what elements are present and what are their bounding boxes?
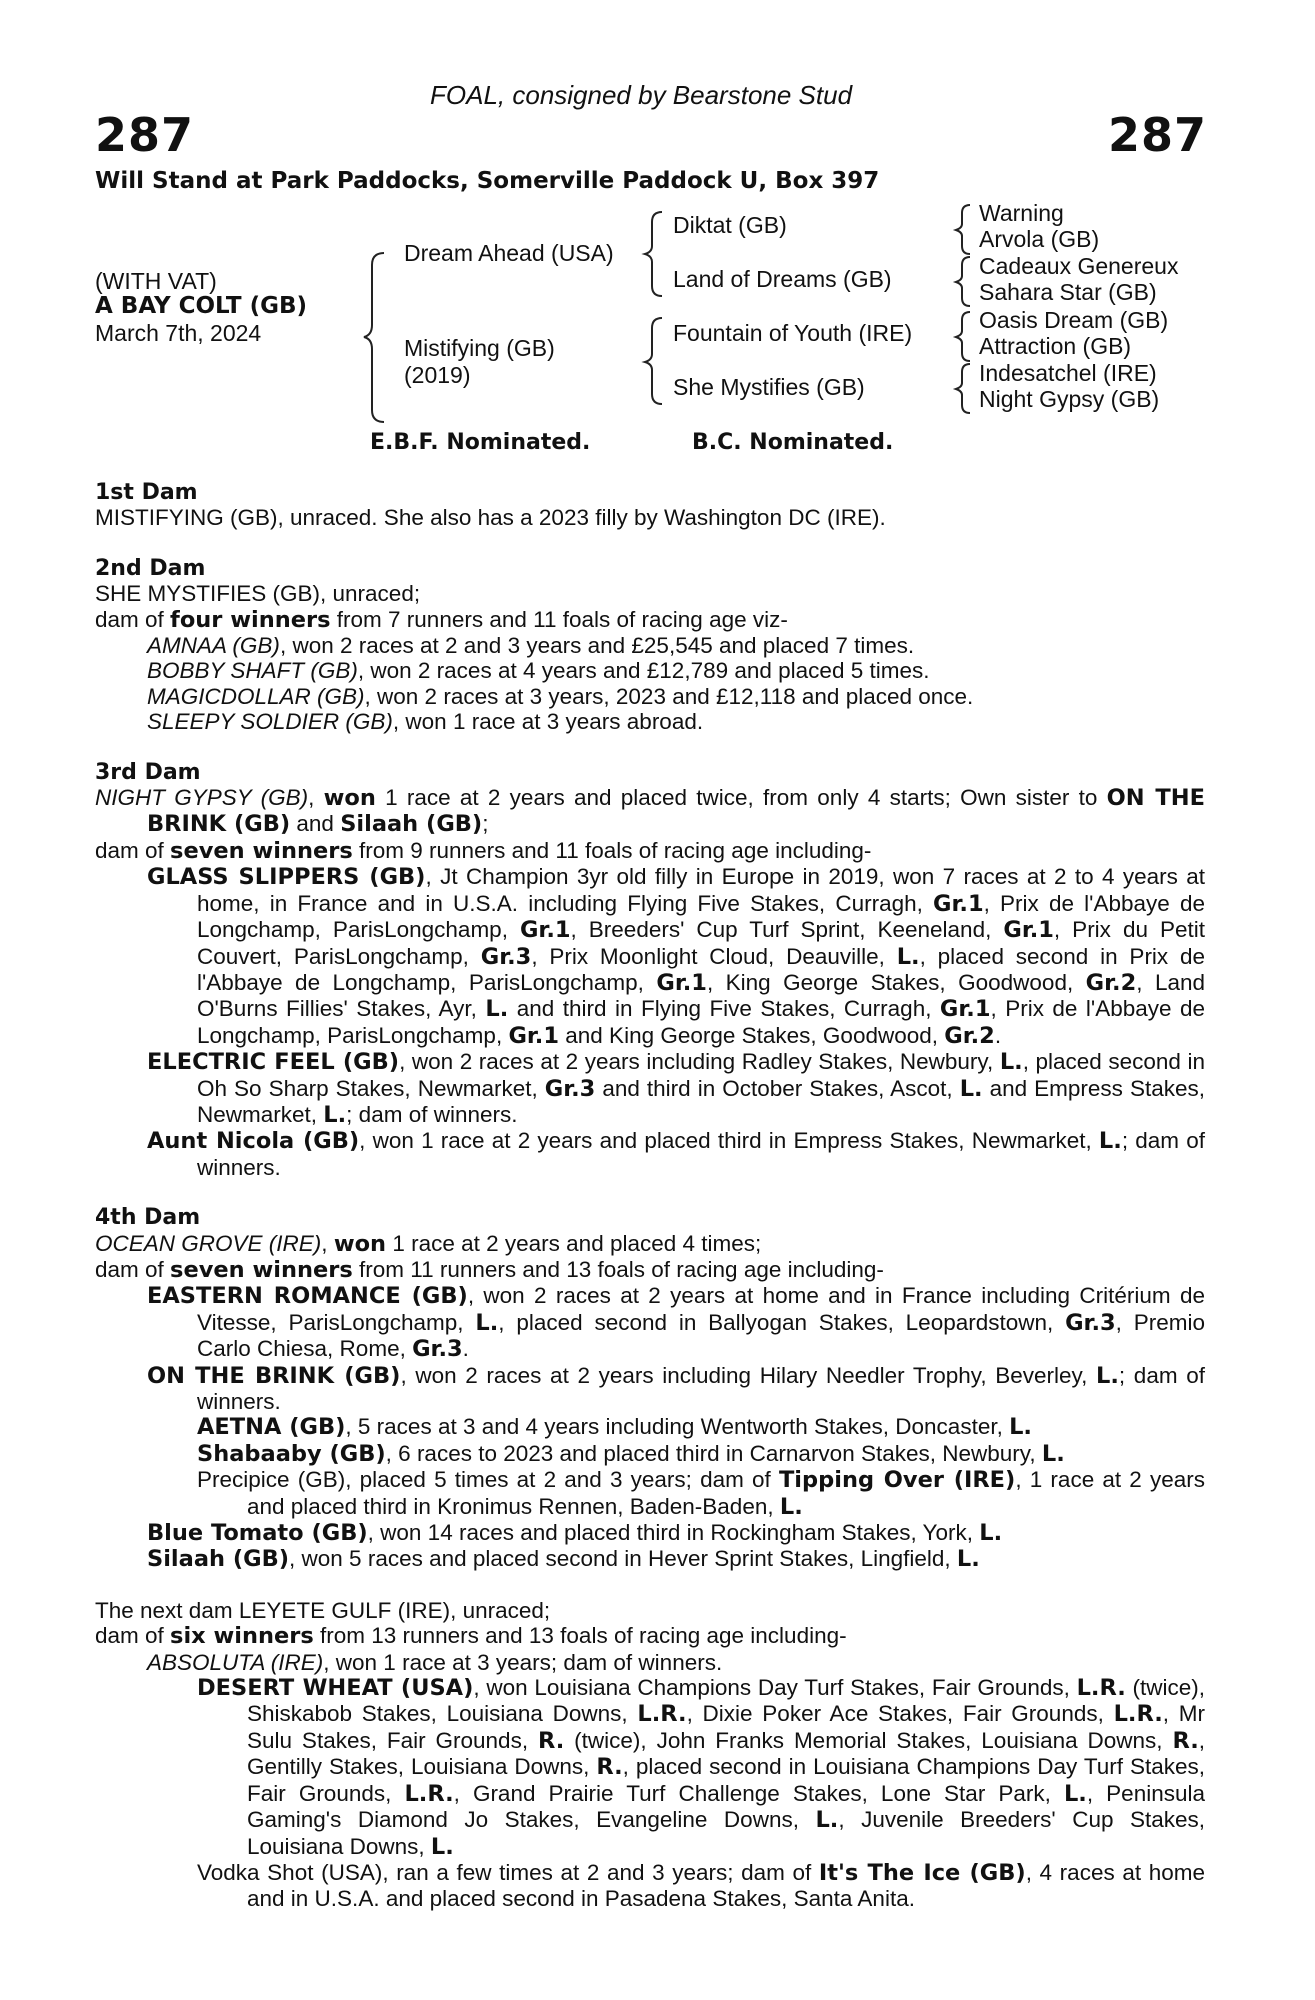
race-text: , Grand Prairie Turf Challenge Stakes, Lone Star Park, xyxy=(453,1780,1064,1806)
race-grade: L. xyxy=(1041,1440,1065,1467)
stand-location: Will Stand at Park Paddocks, Somerville Paddock U, Box 397 xyxy=(95,168,880,194)
progeny-entry: ON THE BRINK (GB), won 2 races at 2 years including Hilary Needler Trophy, Beverley, L.; dam of winners. xyxy=(147,1362,1205,1414)
main-brace xyxy=(364,253,384,422)
race-grade: Gr.2 xyxy=(1085,969,1137,996)
race-text: and third in October Stakes, Ascot, xyxy=(595,1075,960,1101)
race-grade: Gr.3 xyxy=(412,1336,463,1363)
consignment-line: FOAL, consigned by Bearstone Stud xyxy=(430,80,853,110)
third-dam-summary: dam of seven winners from 9 runners and 11 foals of racing age including- xyxy=(95,837,872,864)
race-grade: L. xyxy=(959,1075,983,1102)
next-dam-summary: dam of six winners from 13 runners and 13 foals of racing age including- xyxy=(95,1623,847,1650)
dam-foaling-year: (2019) xyxy=(404,362,471,388)
race-grade: L. xyxy=(815,1807,839,1834)
race-text: , placed second in Prix de l'Abbaye de Longchamp, ParisLongchamp, xyxy=(197,943,1206,995)
race-text: , won 5 races and placed second in Hever Sprint Stakes, Lingfield, xyxy=(289,1546,957,1572)
lot-number-left: 287 xyxy=(95,108,195,162)
progeny-entry: ABSOLUTA (IRE), won 1 race at 3 years; dam of winners. xyxy=(147,1649,723,1675)
race-text: , 5 races at 3 and 4 years including Wentworth Stakes, Doncaster, xyxy=(345,1414,1010,1440)
race-text: (twice), Shiskabob Stakes, Louisiana Downs, xyxy=(247,1675,1205,1727)
race-text: , Premio Carlo Chiesa, Rome, xyxy=(197,1309,1205,1362)
race-text: (twice), John Franks Memorial Stakes, Louisiana Downs, xyxy=(564,1727,1173,1753)
grand-progeny-entry: Shabaaby (GB), 6 races to 2023 and placed third in Carnarvon Stakes, Newbury, L. xyxy=(197,1440,1065,1467)
progeny-entry: Aunt Nicola (GB), won 1 race at 2 years and placed third in Empress Stakes, Newmarket, L.; dam of winners. xyxy=(147,1128,1205,1180)
race-text: , placed second in Louisiana Champions Day Turf Stakes, Fair Grounds, xyxy=(247,1754,1206,1806)
race-grade: R. xyxy=(596,1754,623,1781)
ancestor: Indesatchel (IRE) xyxy=(979,360,1157,386)
lot-number-right: 287 xyxy=(1108,108,1208,162)
race-grade: Gr.3 xyxy=(544,1075,596,1102)
race-text: , Prix de l'Abbaye de Longchamp, ParisLongchamp, xyxy=(197,890,1205,943)
catalogue-body xyxy=(95,480,1205,1912)
fourth-dam-record: OCEAN GROVE (IRE), won 1 race at 2 years and placed 4 times; xyxy=(95,1230,762,1257)
race-text: , won 2 races at 2 years including Radley Stakes, Newbury, xyxy=(399,1049,1000,1075)
sire: Dream Ahead (USA) xyxy=(404,240,614,266)
race-text: , Jt Champion 3yr old filly in Europe in 2019, won 7 races at 2 to 4 years at home, in France and in U.S.A. including Flying Five Stakes, Curragh, xyxy=(197,864,1205,916)
ancestor: Cadeaux Genereux xyxy=(979,253,1179,279)
race-grade: L. xyxy=(956,1546,980,1573)
progeny-entry: MAGICDOLLAR (GB), won 2 races at 3 years, 2023 and £12,118 and placed once. xyxy=(147,683,974,709)
race-text: , Prix de l'Abbaye de Longchamp, ParisLongchamp, xyxy=(197,996,1205,1048)
race-text: , 6 races to 2023 and placed third in Carnarvon Stakes, Newbury, xyxy=(385,1440,1042,1466)
race-grade: L.R. xyxy=(637,1701,687,1728)
race-text: , placed second in Oh So Sharp Stakes, Newmarket, xyxy=(197,1049,1205,1101)
race-grade: Gr.3 xyxy=(1065,1309,1116,1336)
race-grade: L.R. xyxy=(1113,1701,1163,1728)
lot-title: A BAY COLT (GB) xyxy=(95,293,308,319)
race-text: and Empress Stakes, Newmarket, xyxy=(197,1075,1205,1127)
progeny-entry: Silaah (GB), won 5 races and placed second in Hever Sprint Stakes, Lingfield, L. xyxy=(147,1546,980,1573)
sire-of-sire: Diktat (GB) xyxy=(673,212,787,238)
second-dam-line: SHE MYSTIFIES (GB), unraced; xyxy=(95,581,421,607)
race-text: , placed second in Ballyogan Stakes, Leopardstown, xyxy=(498,1309,1066,1335)
race-grade: L. xyxy=(430,1833,454,1860)
ancestor: Attraction (GB) xyxy=(979,333,1132,359)
grand-progeny-entry: Vodka Shot (USA), ran a few times at 2 and 3 years; dam of It's The Ice (GB), 4 races at home and in U.S.A. and placed second in Pasadena Stakes, Santa Anita. xyxy=(197,1859,1205,1912)
dam-of-dam: She Mystifies (GB) xyxy=(673,374,865,400)
progeny-entry: GLASS SLIPPERS (GB), Jt Champion 3yr old filly in Europe in 2019, won 7 races at 2 to 4 years at home, in France and in U.S.A. including Flying Five Stakes, Curragh, Gr.1, Prix de l'Abbaye de Longchamp, ParisLongchamp, Gr.1, Breeders' Cup Turf Sprint, Keeneland, Gr.1, Prix du Petit Couvert, ParisLongchamp, Gr.3, Prix Moonlight Cloud, Deauville, L., placed second in Prix de l'Abbaye de Longchamp, ParisLongchamp, Gr.1, King George Stakes, Goodwood, Gr.2, Land O'Burns Fillies' Stakes, Ayr, L. and third in Flying Five Stakes, Curragh, Gr.1, Prix de l'Abbaye de Longchamp, ParisLongchamp, Gr.1 and King George Stakes, Goodwood, Gr.2. xyxy=(147,864,1206,1049)
race-grade: L. xyxy=(1096,1362,1119,1389)
race-text: ; dam of winners. xyxy=(346,1101,518,1127)
race-grade: L. xyxy=(779,1493,803,1520)
third-dam-heading: 3rd Dam xyxy=(95,759,201,785)
progeny-entry: AMNAA (GB), won 2 races at 2 and 3 years and £25,545 and placed 7 times. xyxy=(147,633,915,659)
ancestor: Night Gypsy (GB) xyxy=(979,386,1160,412)
race-grade: R. xyxy=(537,1727,565,1754)
race-grade: L.R. xyxy=(1076,1675,1126,1702)
race-grade: Gr.1 xyxy=(656,969,707,996)
fourth-dam-summary: dam of seven winners from 11 runners and 13 foals of racing age including- xyxy=(95,1256,884,1283)
race-text: , won 1 race at 2 years and placed third in Empress Stakes, Newmarket, xyxy=(359,1128,1099,1154)
race-text: , 1 race at 2 years and placed third in Kronimus Rennen, Baden-Baden, xyxy=(247,1467,1205,1519)
race-text: , won 2 races at 2 years at home and in France including Critérium de Vitesse, ParisLongchamp, xyxy=(197,1283,1205,1335)
race-text: , Breeders' Cup Turf Sprint, Keeneland, xyxy=(570,917,1004,943)
race-grade: L.R. xyxy=(404,1780,454,1807)
race-text: , won 2 races at 2 years including Hilary Needler Trophy, Beverley, xyxy=(400,1362,1097,1388)
dam-brace xyxy=(645,318,662,404)
vat-note: (WITH VAT) xyxy=(95,268,217,294)
sire-brace xyxy=(645,212,662,296)
race-grade: Gr.1 xyxy=(1003,917,1054,944)
race-grade: L. xyxy=(1009,1414,1032,1441)
ancestor: Arvola (GB) xyxy=(979,226,1100,252)
dam: Mistifying (GB) xyxy=(404,335,555,361)
race-text: , Dixie Poker Ace Stakes, Fair Grounds, xyxy=(686,1701,1114,1727)
race-text: and third in Flying Five Stakes, Curragh, xyxy=(508,996,940,1022)
bc-nomination: B.C. Nominated. xyxy=(692,430,894,455)
race-text: ; dam of winners. xyxy=(197,1128,1205,1180)
grand-progeny-entry: Precipice (GB), placed 5 times at 2 and 3 years; dam of Tipping Over (IRE), 1 race at 2 years and placed third in Kronimus Rennen, Baden-Baden, L. xyxy=(197,1467,1205,1520)
first-dam-text: MISTIFYING (GB), unraced. She also has a 2023 filly by Washington DC (IRE). xyxy=(95,505,886,531)
progeny-entry: Blue Tomato (GB), won 14 races and placed third in Rockingham Stakes, York, L. xyxy=(147,1520,1003,1547)
race-text: , won 14 races and placed third in Rockingham Stakes, York, xyxy=(367,1520,980,1546)
race-grade: L. xyxy=(323,1101,347,1128)
race-text: , Peninsula Gaming's Diamond Jo Stakes, Evangeline Downs, xyxy=(247,1780,1205,1833)
race-grade: R. xyxy=(1172,1727,1199,1754)
race-grade: Gr.2 xyxy=(944,1022,995,1049)
race-grade: L. xyxy=(485,996,509,1023)
race-text: , Land O'Burns Fillies' Stakes, Ayr, xyxy=(197,969,1205,1022)
first-dam-heading: 1st Dam xyxy=(95,480,198,505)
second-dam-heading: 2nd Dam xyxy=(95,555,206,581)
race-grade: L. xyxy=(475,1309,499,1336)
race-grade: Gr.1 xyxy=(508,1022,560,1049)
race-grade: Gr.1 xyxy=(939,996,991,1023)
grand-progeny-entry: AETNA (GB), 5 races at 3 and 4 years including Wentworth Stakes, Doncaster, L. xyxy=(197,1414,1032,1441)
next-dam-line: The next dam LEYETE GULF (IRE), unraced; xyxy=(95,1597,551,1623)
race-text: , Prix Moonlight Cloud, Deauville, xyxy=(531,943,897,969)
race-grade: L. xyxy=(999,1049,1023,1076)
race-text: . xyxy=(994,1022,1002,1048)
grand-progeny-entry: DESERT WHEAT (USA), won Louisiana Champions Day Turf Stakes, Fair Grounds, L.R. (twice), Shiskabob Stakes, Louisiana Downs, L.R., Dixie Poker Ace Stakes, Fair Grounds, L.R., Mr Sulu Stakes, Fair Grounds, R. (twice), John Franks Memorial Stakes, Louisiana Downs, R., Gentilly Stakes, Louisiana Downs, R., placed second in Louisiana Champions Day Turf Stakes, Fair Grounds, L.R., Grand Prairie Turf Challenge Stakes, Lone Star Park, L., Peninsula Gaming's Diamond Jo Stakes, Evangeline Downs, L., Juvenile Breeders' Cup Stakes, Louisiana Downs, L. xyxy=(197,1675,1206,1860)
progeny-entry: ELECTRIC FEEL (GB), won 2 races at 2 years including Radley Stakes, Newbury, L., placed second in Oh So Sharp Stakes, Newmarket, Gr.3 and third in October Stakes, Ascot, L. and Empress Stakes, Newmarket, L.; dam of winners. xyxy=(147,1049,1205,1128)
race-grade: Gr.1 xyxy=(933,890,984,917)
race-text: and King George Stakes, Goodwood, xyxy=(559,1022,945,1048)
race-text: , Mr Sulu Stakes, Fair Grounds, xyxy=(247,1701,1205,1753)
ebf-nomination: E.B.F. Nominated. xyxy=(370,430,591,455)
race-text: . xyxy=(462,1336,469,1362)
race-text: , Gentilly Stakes, Louisiana Downs, xyxy=(247,1727,1206,1780)
ancestor: Warning xyxy=(979,200,1064,226)
race-grade: L. xyxy=(979,1520,1003,1547)
race-text: , King George Stakes, Goodwood, xyxy=(706,969,1086,995)
race-grade: L. xyxy=(1063,1780,1087,1807)
dam-of-sire: Land of Dreams (GB) xyxy=(673,266,892,292)
race-grade: L. xyxy=(1098,1128,1122,1155)
race-text: , won Louisiana Champions Day Turf Stakes, Fair Grounds, xyxy=(473,1675,1077,1701)
race-text: , Prix du Petit Couvert, ParisLongchamp, xyxy=(197,917,1205,969)
fourth-dam-heading: 4th Dam xyxy=(95,1205,201,1231)
progeny-entry: EASTERN ROMANCE (GB), won 2 races at 2 years at home and in France including Critérium de Vitesse, ParisLongchamp, L., placed second in Ballyogan Stakes, Leopardstown, Gr.3, Premio Carlo Chiesa, Rome, Gr.3. xyxy=(147,1283,1205,1363)
race-text: , Juvenile Breeders' Cup Stakes, Louisiana Downs, xyxy=(247,1807,1205,1859)
progeny-entry: BOBBY SHAFT (GB), won 2 races at 4 years and £12,789 and placed 5 times. xyxy=(147,658,930,684)
foaling-date: March 7th, 2024 xyxy=(95,320,262,346)
progeny-entry: SLEEPY SOLDIER (GB), won 1 race at 3 years abroad. xyxy=(147,709,704,735)
second-dam-summary: dam of four winners from 7 runners and 11 foals of racing age viz- xyxy=(95,606,788,633)
race-text: ; dam of winners. xyxy=(197,1362,1205,1414)
sire-of-dam: Fountain of Youth (IRE) xyxy=(673,320,913,346)
race-grade: Gr.1 xyxy=(519,917,571,944)
third-dam-record: NIGHT GYPSY (GB), won 1 race at 2 years and placed twice, from only 4 starts; Own sister to ON THE BRINK (GB) and Silaah (GB); xyxy=(95,785,1205,838)
ancestor: Oasis Dream (GB) xyxy=(979,307,1169,333)
ancestor: Sahara Star (GB) xyxy=(979,279,1157,305)
race-grade: L. xyxy=(896,943,920,970)
race-grade: Gr.3 xyxy=(480,943,532,970)
